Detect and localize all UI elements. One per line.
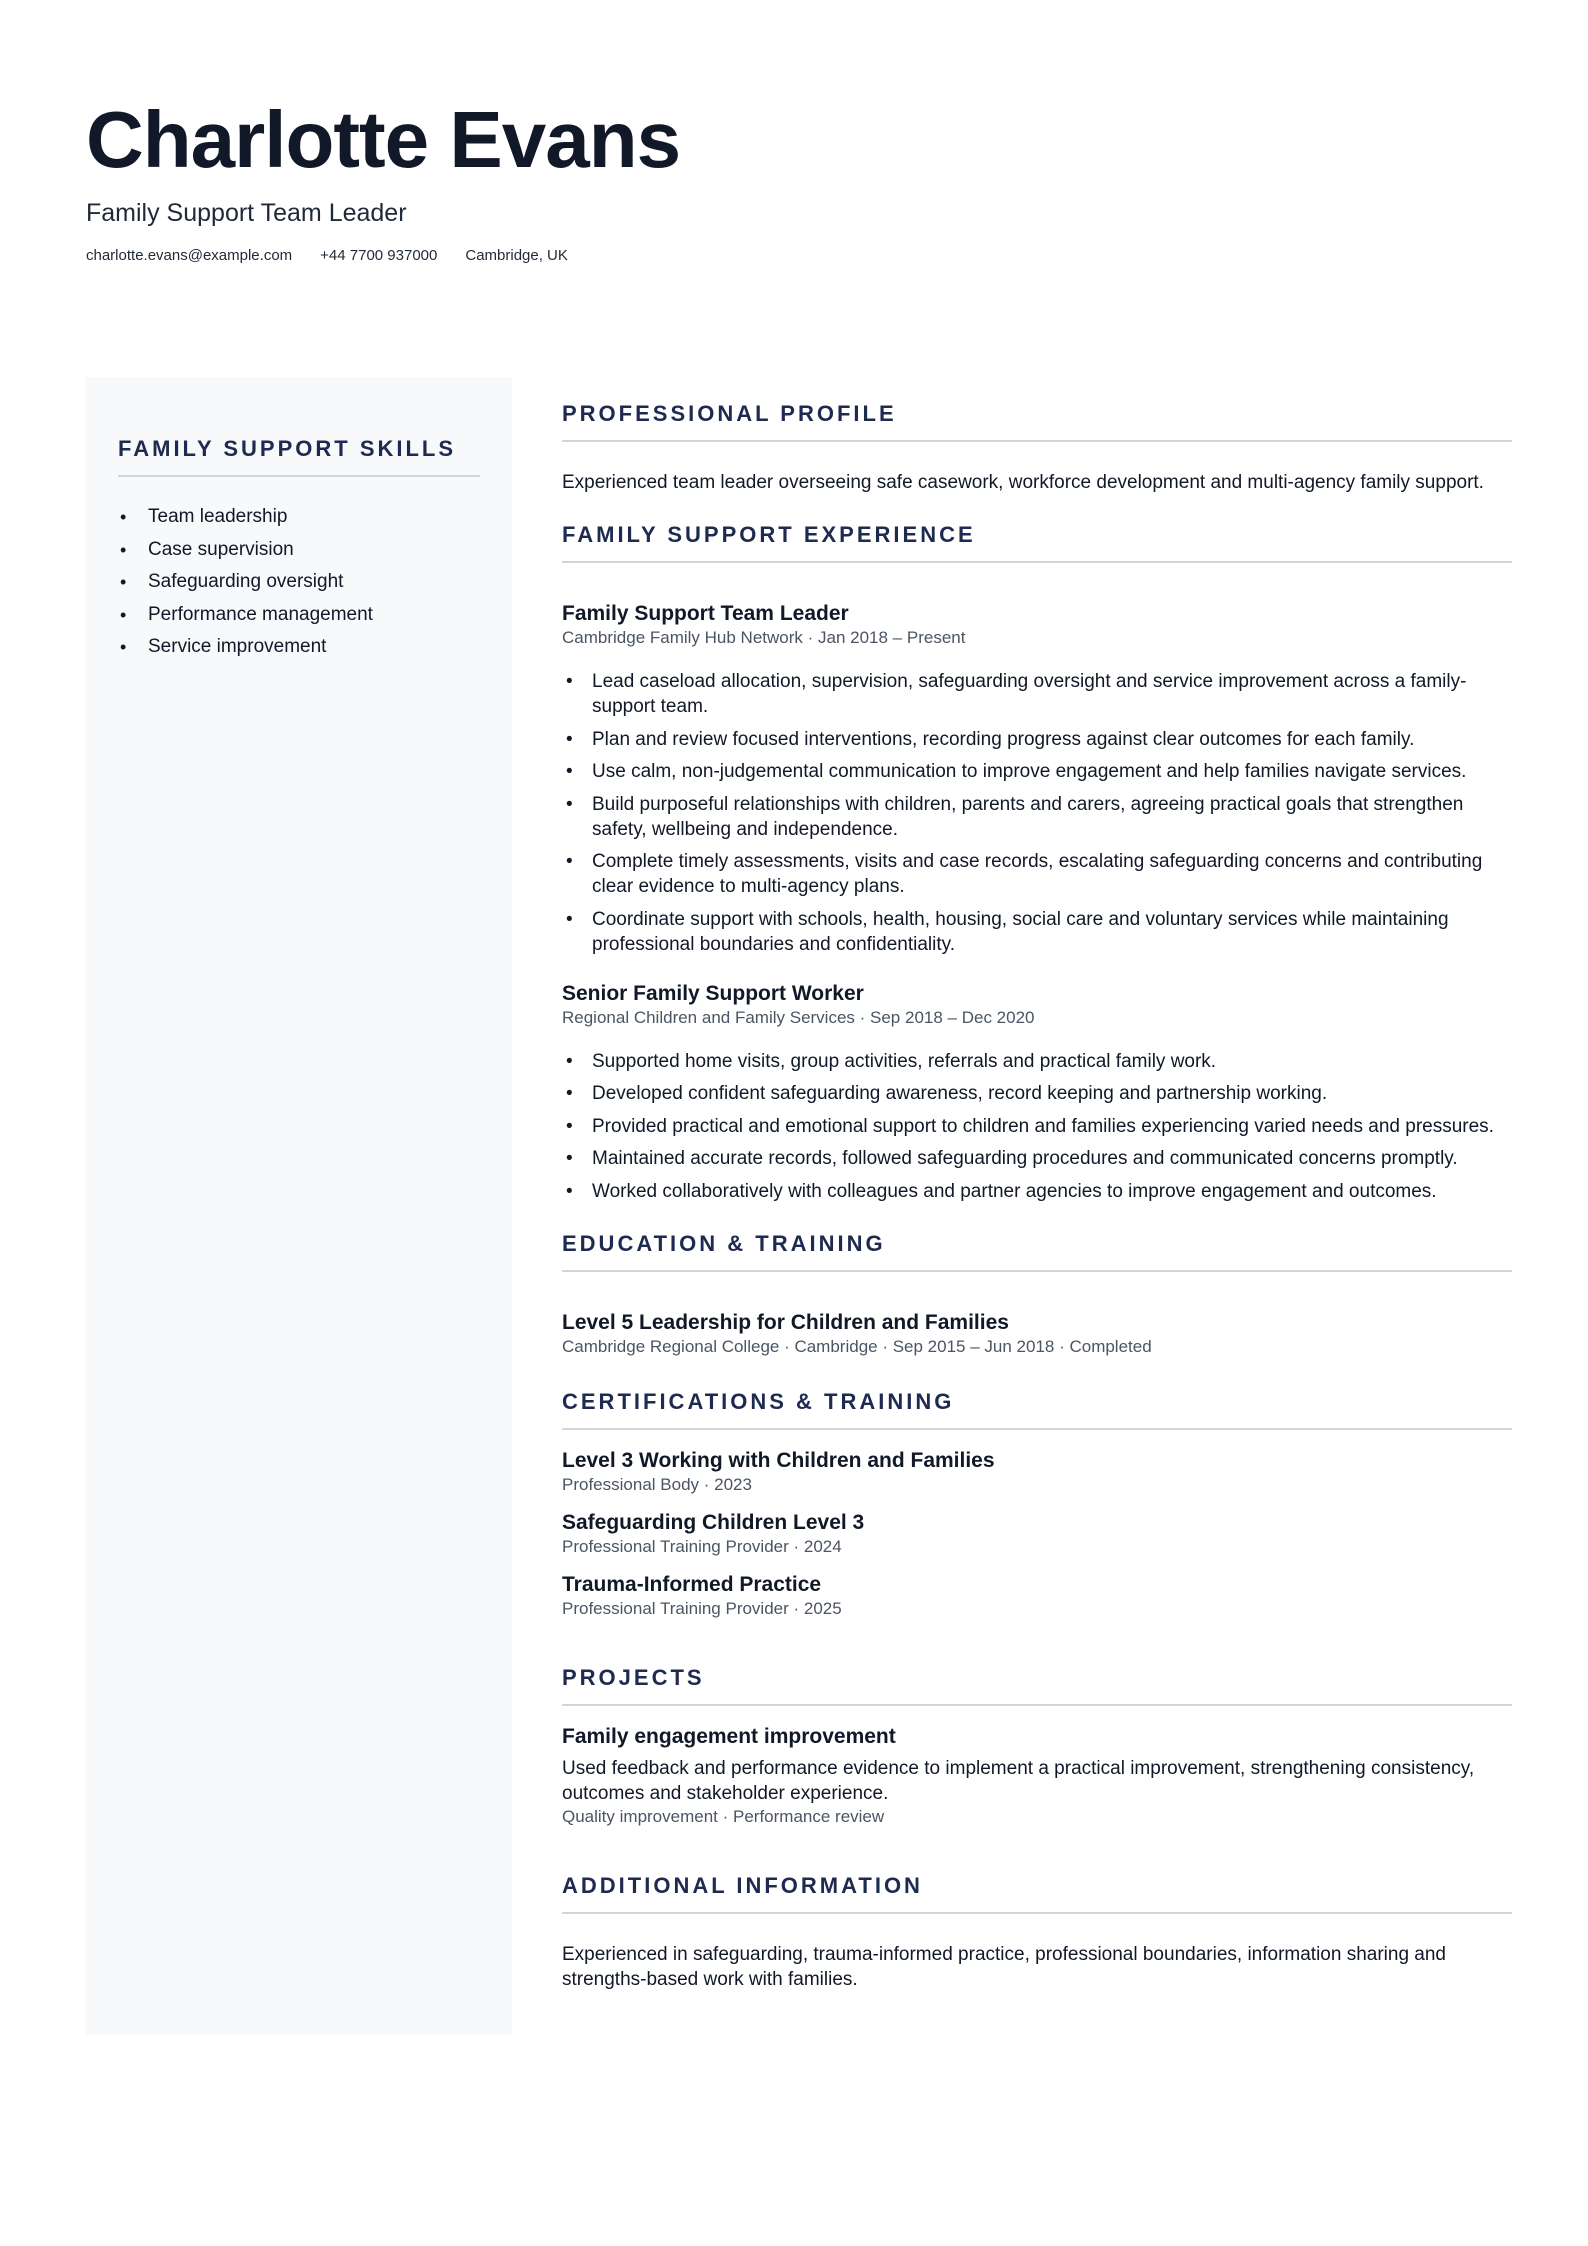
- additional-text: Experienced in safeguarding, trauma-informed practice, professional boundaries, information sharing and strengths-based work with families.: [562, 1943, 1447, 1990]
- certification-meta: Professional Body · 2023: [562, 1474, 752, 1494]
- divider: [562, 1912, 1512, 1914]
- bullet-item: • Coordinate support with schools, health, housing, social care and voluntary services while maintaining professional boundaries and confidentiality.: [562, 907, 1512, 957]
- certifications-section: [562, 1388, 1512, 1620]
- certification-entry: [562, 1448, 1512, 1496]
- candidate-name: Charlotte Evans: [86, 95, 681, 184]
- resume-header: [86, 92, 1506, 266]
- bullet-item: • Lead caseload allocation, supervision, safeguarding oversight and service improvement across a family-support team.: [562, 669, 1512, 719]
- section-title: ADDITIONAL INFORMATION: [562, 1872, 923, 1898]
- bullet-item: • Build purposeful relationships with children, parents and carers, agreeing practical goals that strengthen safety, wellbeing and independence.: [562, 792, 1512, 842]
- profile-section: [562, 400, 1512, 495]
- divider: [562, 1704, 1512, 1706]
- experience-section: [562, 521, 1512, 1204]
- job-title: Family Support Team Leader: [562, 602, 849, 625]
- certification-meta: Professional Training Provider · 2025: [562, 1598, 842, 1618]
- skill-item: • Safeguarding oversight: [118, 566, 480, 599]
- section-title: EDUCATION & TRAINING: [562, 1230, 886, 1256]
- section-title: CERTIFICATIONS & TRAINING: [562, 1388, 955, 1414]
- section-title: PROFESSIONAL PROFILE: [562, 401, 897, 426]
- education-title: Level 5 Leadership for Children and Families: [562, 1310, 1009, 1334]
- contact-email: charlotte.evans@example.com: [86, 247, 293, 264]
- education-meta: Cambridge Regional College · Cambridge · Sep 2015 – Jun 2018 · Completed: [562, 1336, 1152, 1356]
- certification-title: Level 3 Working with Children and Families: [562, 1448, 995, 1472]
- certification-entry: [562, 1572, 1512, 1620]
- skills-sidebar: [86, 377, 512, 2035]
- contact-line: [86, 246, 1506, 266]
- education-section: [562, 1230, 1512, 1358]
- skill-item: • Team leadership: [118, 501, 480, 534]
- bullet-item: • Complete timely assessments, visits and case records, escalating safeguarding concerns and contributing clear evidence to multi-agency plans.: [562, 849, 1512, 899]
- job-meta: Cambridge Family Hub Network · Jan 2018 – Present: [562, 628, 966, 647]
- bullet-item: • Worked collaboratively with colleagues and partner agencies to improve engagement and outcomes.: [562, 1179, 1512, 1204]
- skill-item: • Performance management: [118, 599, 480, 632]
- certification-title: Safeguarding Children Level 3: [562, 1510, 865, 1534]
- skill-item: • Service improvement: [118, 631, 480, 664]
- contact-location: Cambridge, UK: [465, 247, 568, 264]
- project-text: Used feedback and performance evidence to implement a practical improvement, strengthening consistency, outcomes and stakeholder experience.: [562, 1757, 1475, 1804]
- projects-section: [562, 1664, 1512, 1828]
- divider: [562, 440, 1512, 442]
- profile-text: Experienced team leader overseeing safe casework, workforce development and multi-agency family support.: [562, 472, 1484, 493]
- bullet-item: • Use calm, non-judgemental communication to improve engagement and help families navigate services.: [562, 759, 1512, 784]
- job-bullets: [562, 669, 1512, 957]
- bullet-item: • Provided practical and emotional support to children and families experiencing varied needs and pressures.: [562, 1114, 1512, 1139]
- bullet-item: • Supported home visits, group activities, referrals and practical family work.: [562, 1049, 1512, 1074]
- section-title: PROJECTS: [562, 1664, 705, 1690]
- skills-title: FAMILY SUPPORT SKILLS: [118, 436, 457, 461]
- candidate-role: Family Support Team Leader: [86, 199, 407, 227]
- contact-phone: +44 7700 937000: [320, 247, 438, 264]
- bullet-item: • Maintained accurate records, followed safeguarding procedures and communicated concerns promptly.: [562, 1146, 1512, 1171]
- main-column: [562, 400, 1512, 1992]
- job-meta: Regional Children and Family Services · Sep 2018 – Dec 2020: [562, 1007, 1035, 1027]
- skills-list: [118, 501, 480, 664]
- project-title: Family engagement improvement: [562, 1724, 896, 1748]
- certification-entry: [562, 1510, 1512, 1558]
- certification-title: Trauma-Informed Practice: [562, 1572, 822, 1596]
- divider: [562, 561, 1512, 563]
- section-title: FAMILY SUPPORT EXPERIENCE: [562, 522, 976, 547]
- project-entry: [562, 1724, 1512, 1828]
- skill-item: • Case supervision: [118, 534, 480, 567]
- project-meta: Quality improvement · Performance review: [562, 1806, 885, 1826]
- education-entry: [562, 1310, 1512, 1358]
- job-entry: [562, 981, 1512, 1204]
- job-bullets: [562, 1049, 1512, 1204]
- job-entry: [562, 601, 1512, 957]
- divider: [118, 475, 480, 477]
- certification-meta: Professional Training Provider · 2024: [562, 1536, 842, 1556]
- bullet-item: • Developed confident safeguarding awareness, record keeping and partnership working.: [562, 1081, 1512, 1106]
- job-title: Senior Family Support Worker: [562, 981, 864, 1005]
- additional-section: [562, 1872, 1512, 1992]
- bullet-item: • Plan and review focused interventions, recording progress against clear outcomes for each family.: [562, 727, 1512, 752]
- divider: [562, 1428, 1512, 1430]
- divider: [562, 1270, 1512, 1272]
